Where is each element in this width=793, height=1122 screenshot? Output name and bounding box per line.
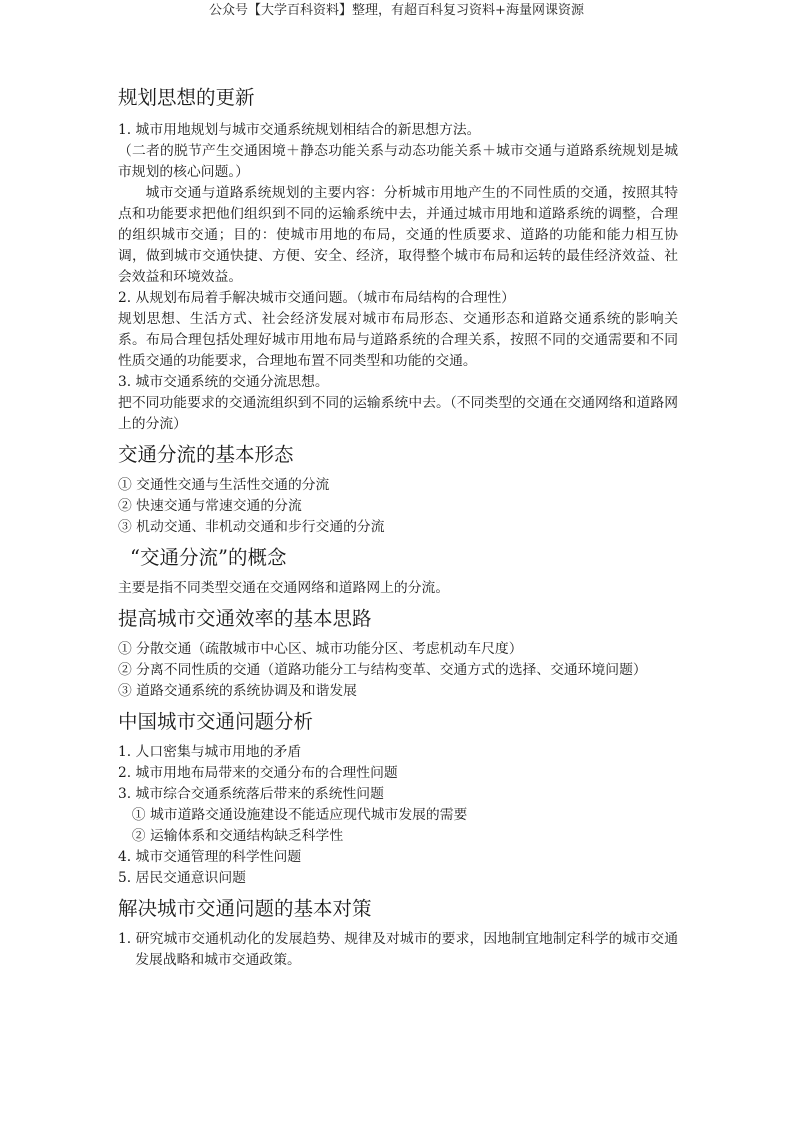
- section-title-problem-analysis: 中国城市交通问题分析: [118, 710, 314, 733]
- list-item: 4. 城市交通管理的科学性问题: [118, 849, 302, 865]
- section-title-flow-separation-concept: “交通分流”的概念: [130, 546, 287, 569]
- paragraph: （二者的脱节产生交通困境＋静态功能关系与动态功能关系＋城市交通与道路系统规划是城市规划的核心问题。）: [118, 143, 678, 180]
- list-item: ① 分散交通（疏散城市中心区、城市功能分区、考虑机动车尺度）: [118, 641, 523, 657]
- paragraph: 1. 城市用地规划与城市交通系统规划相结合的新思想方法。: [118, 122, 481, 138]
- list-item: 1. 人口密集与城市用地的矛盾: [118, 744, 302, 760]
- paragraph: 城市交通与道路系统规划的主要内容：分析城市用地产生的不同性质的交通，按照其特点和功能要求把他们组织到不同的运输系统中去，并通过城市用地和道路系统的调整，合理的组织城市交通；目的：使城市用地的布局，交通的性质要求、道路的功能和能力相互协调，做到城市交通快捷、方便、安全、经济，取得整个城市布局和运转的最佳经济效益、社会效益和环境效益。: [118, 185, 678, 285]
- list-item: ② 分离不同性质的交通（道路功能分工与结构变革、交通方式的选择、交通环境问题）: [118, 662, 647, 678]
- list-item: 1. 研究城市交通机动化的发展趋势、规律及对城市的要求，因地制宜地制定科学的城市交通发展战略和城市交通政策。: [118, 931, 678, 968]
- paragraph: 3. 城市交通系统的交通分流思想。: [118, 374, 329, 390]
- page-header: 公众号【大学百科资料】整理，有超百科复习资料+海量网课资源: [209, 3, 584, 18]
- list-item: 5. 居民交通意识问题: [118, 870, 246, 886]
- list-item: ② 快速交通与常速交通的分流: [118, 498, 302, 514]
- sub-list-item: ① 城市道路交通设施建设不能适应现代城市发展的需要: [131, 807, 468, 823]
- list-item: 2. 城市用地布局带来的交通分布的合理性问题: [118, 765, 398, 781]
- section-title-efficiency-ideas: 提高城市交通效率的基本思路: [118, 607, 372, 630]
- paragraph: 2. 从规划布局着手解决城市交通问题。（城市布局结构的合理性）: [118, 290, 515, 306]
- list-item: ① 交通性交通与生活性交通的分流: [118, 477, 330, 493]
- paragraph: 把不同功能要求的交通流组织到不同的运输系统中去。（不同类型的交通在交通网络和道路网上的分流）: [118, 395, 678, 432]
- list-item: ③ 机动交通、非机动交通和步行交通的分流: [118, 519, 385, 535]
- section-title-planning-ideas: 规划思想的更新: [118, 86, 255, 109]
- section-title-countermeasures: 解决城市交通问题的基本对策: [118, 897, 372, 920]
- paragraph: 主要是指不同类型交通在交通网络和道路网上的分流。: [118, 580, 450, 596]
- list-item: 3. 城市综合交通系统落后带来的系统性问题: [118, 786, 384, 802]
- list-item: ③ 道路交通系统的系统协调及和谐发展: [118, 683, 357, 699]
- document-body: [118, 84, 678, 971]
- section-title-flow-separation-forms: 交通分流的基本形态: [118, 443, 294, 466]
- sub-list-item: ② 运输体系和交通结构缺乏科学性: [131, 828, 344, 844]
- paragraph: 规划思想、生活方式、社会经济发展对城市布局形态、交通形态和道路交通系统的影响关系。布局合理包括处理好城市用地布局与道路系统的合理关系，按照不同的交通需要和不同性质交通的功能要求，合理地布置不同类型和功能的交通。: [118, 311, 678, 369]
